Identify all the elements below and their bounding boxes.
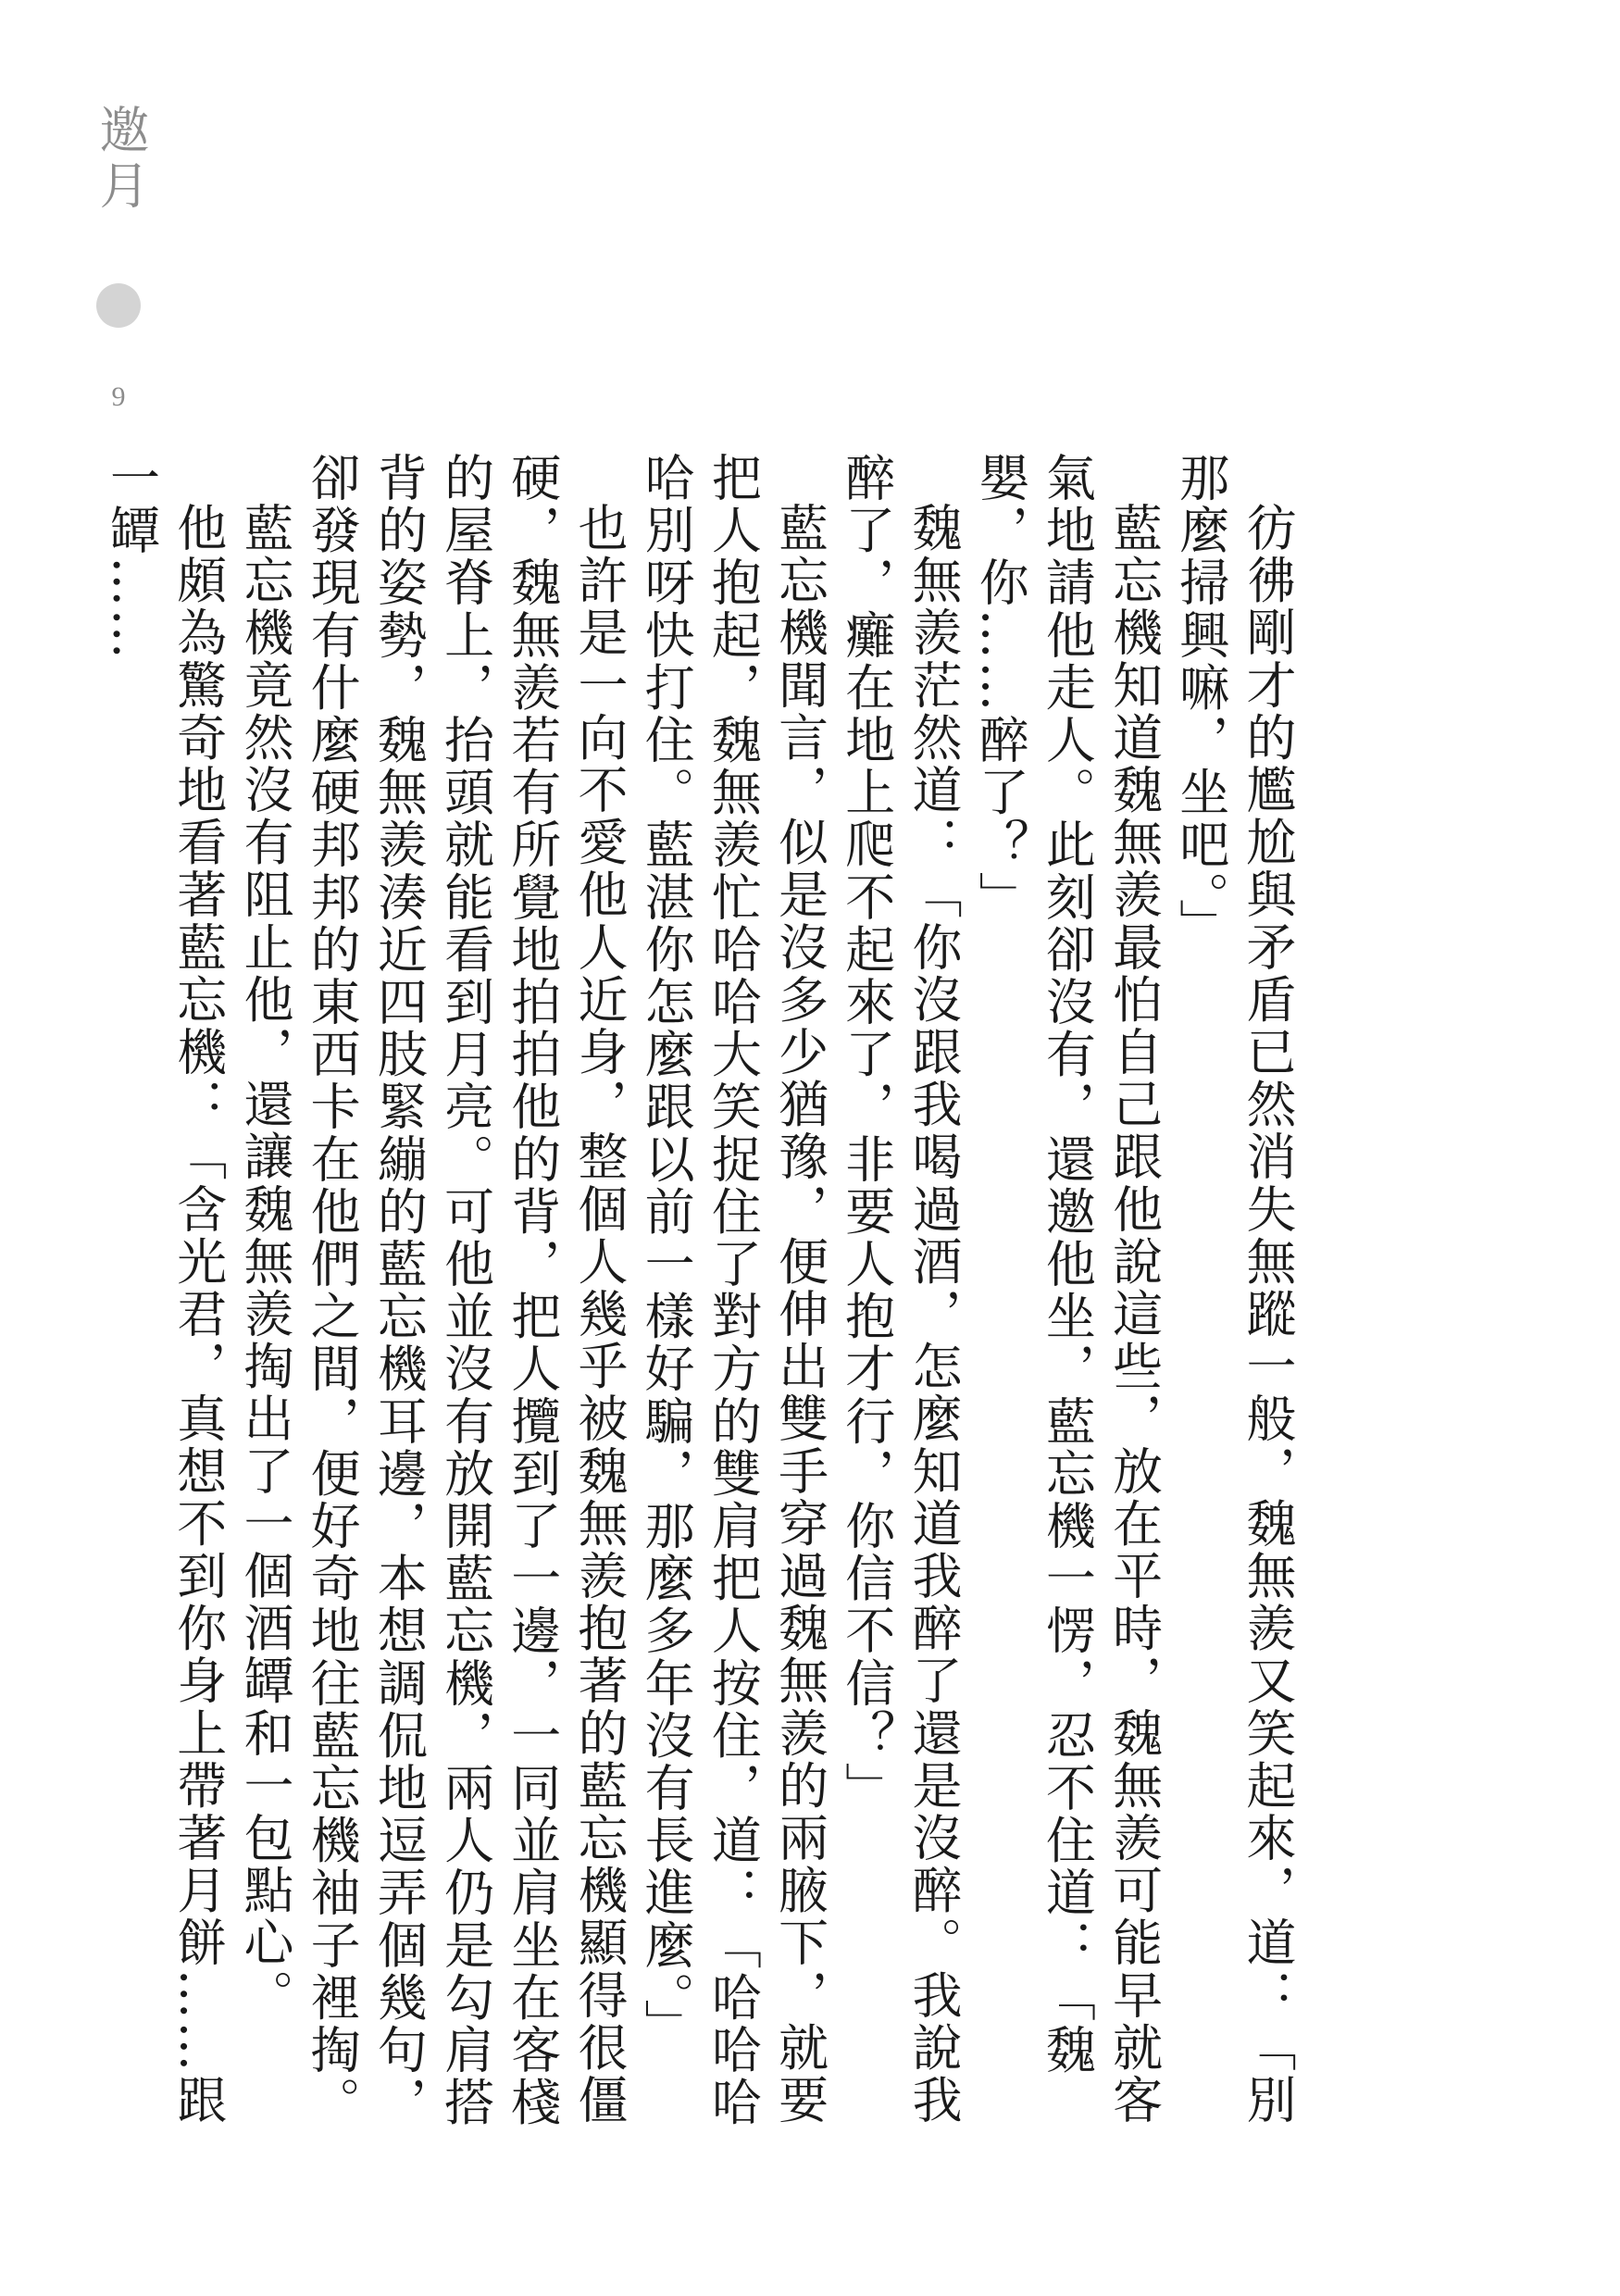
paragraph: 藍忘機知道魏無羨最怕自己跟他說這些，放在平時，魏無羨可能早就客氣地請他走人。此刻卻沒有，還邀他坐，藍忘機一愣，忍不住道：「魏嬰，你……醉了？」 xyxy=(971,452,1164,2127)
body-text xyxy=(102,452,1301,2146)
paragraph: 他頗為驚奇地看著藍忘機：「含光君，真想不到你身上帶著月餅……跟一罈…… xyxy=(102,452,228,2127)
header-dot-ornament xyxy=(96,283,141,328)
paragraph: 也許是一向不愛他人近身，整個人幾乎被魏無羨抱著的藍忘機顯得很僵硬，魏無羨若有所覺地拍拍他的背，把人攬到了一邊，一同並肩坐在客棧的屋脊上，抬頭就能看到月亮。可他並沒有放開藍忘機，兩人仍是勾肩搭背的姿勢，魏無羨湊近四肢緊繃的藍忘機耳邊，本想調侃地逗弄個幾句，卻發現有什麼硬邦邦的東西卡在他們之間，便好奇地往藍忘機袖子裡掏。 xyxy=(303,452,629,2129)
running-header-title: 邀月 xyxy=(92,104,150,215)
paragraph: 彷彿剛才的尷尬與矛盾已然消失無蹤一般，魏無羨又笑起來，道：「別那麼掃興嘛，坐吧。」 xyxy=(1171,452,1297,2127)
page-number: 9 xyxy=(111,381,126,412)
paragraph: 藍忘機竟然沒有阻止他，還讓魏無羨掏出了一個酒罈和一包點心。 xyxy=(235,502,294,2022)
paragraph: 魏無羨茫然道：「你沒跟我喝過酒，怎麼知道我醉了還是沒醉。我說我醉了，癱在地上爬不起來了，非要人抱才行，你信不信？」 xyxy=(837,452,963,2127)
paragraph: 藍忘機聞言，似是沒多少猶豫，便伸出雙手穿過魏無羨的兩腋下，就要把人抱起，魏無羨忙哈哈大笑捉住了對方的雙肩把人按住，道：「哈哈哈哈別呀快打住。藍湛你怎麼跟以前一樣好騙，那麼多年沒有長進麼。」 xyxy=(637,452,829,2129)
